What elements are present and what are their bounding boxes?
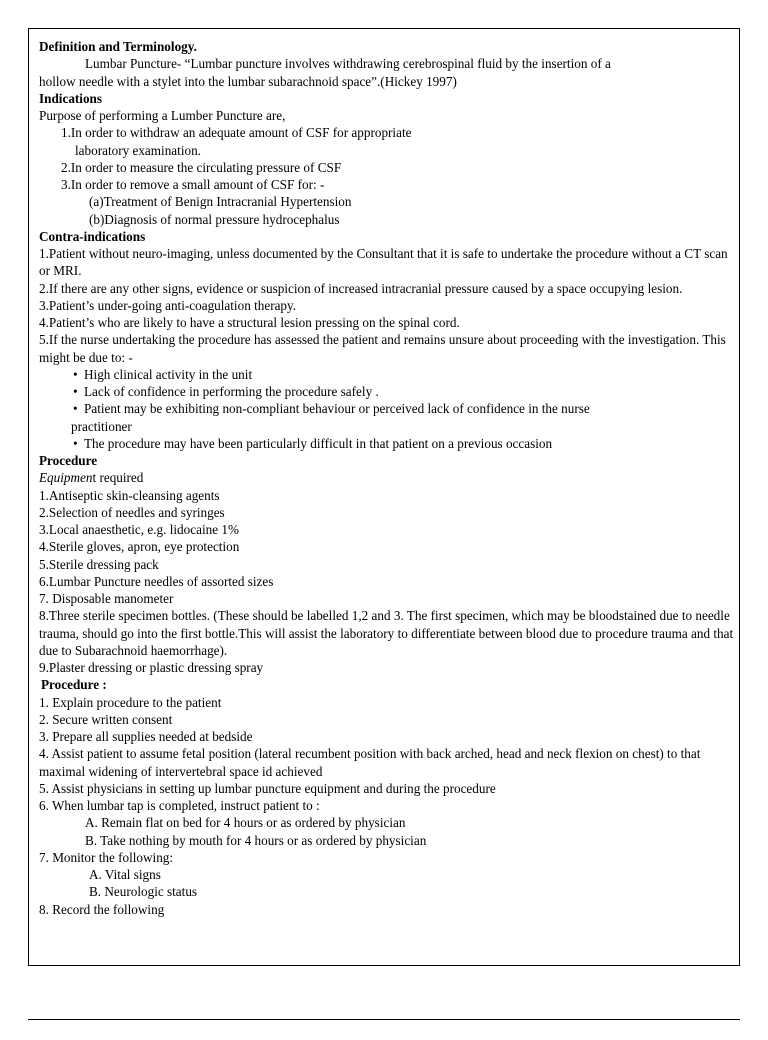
step-7: 7. Monitor the following: bbox=[39, 849, 174, 865]
procedure-heading: Procedure bbox=[39, 453, 98, 468]
indication-item-3: 3.In order to remove a small amount of CSF for: - bbox=[61, 177, 325, 192]
step-6: 6. When lumbar tap is completed, instruct patient to : bbox=[39, 798, 320, 813]
indication-item-2: 2.In order to measure the circulating pressure of CSF bbox=[61, 159, 342, 175]
step-6a: A. Remain flat on bed for 4 hours or as ordered by physician bbox=[85, 815, 406, 831]
step-8: 8. Record the following bbox=[39, 901, 165, 917]
equipment-item: 6.Lumbar Puncture needles of assorted sizes bbox=[39, 573, 274, 589]
indication-item-1a: 1.In order to withdraw an adequate amount of CSF for appropriate bbox=[61, 125, 412, 141]
indication-item-1b: laboratory examination. bbox=[75, 142, 201, 158]
equipment-item: 3.Local anaesthetic, e.g. lidocaine 1% bbox=[39, 522, 239, 537]
indication-sub-b: (b)Diagnosis of normal pressure hydrocephalus bbox=[89, 211, 340, 227]
indication-sub-a: (a)Treatment of Benign Intracranial Hypertension bbox=[89, 194, 352, 210]
indications-intro: Purpose of performing a Lumber Puncture are, bbox=[39, 108, 286, 123]
definition-line-1: Lumbar Puncture- “Lumbar puncture involves withdrawing cerebrospinal fluid by the insertion of a bbox=[85, 56, 611, 72]
step-7b: B. Neurologic status bbox=[89, 884, 198, 900]
steps-heading: Procedure : bbox=[41, 677, 107, 693]
contra-item-2: 2.If there are any other signs, evidence or suspicion of increased intracranial pressure caused by a space occupying lesion. bbox=[39, 280, 683, 296]
contra-bullet-3 bbox=[39, 400, 735, 417]
equipment-item: 4.Sterile gloves, apron, eye protection bbox=[39, 539, 240, 555]
definition-heading: Definition and Terminology. bbox=[39, 39, 197, 54]
bullet-icon: • bbox=[73, 384, 78, 399]
equipment-item: 7. Disposable manometer bbox=[39, 591, 174, 606]
document-content bbox=[39, 38, 735, 918]
bullet-text: High clinical activity in the unit bbox=[84, 366, 253, 382]
contra-item-4: 4.Patient’s who are likely to have a structural lesion pressing on the spinal cord. bbox=[39, 315, 460, 330]
step-1: 1. Explain procedure to the patient bbox=[39, 694, 222, 710]
bullet-text: Patient may be exhibiting non-compliant behaviour or perceived lack of confidence in the nurse bbox=[84, 401, 590, 417]
equipment-item: 5.Sterile dressing pack bbox=[39, 556, 159, 572]
bullet-icon: • bbox=[73, 401, 78, 417]
bullet-icon: • bbox=[73, 435, 78, 451]
contra-bullet-2 bbox=[39, 383, 735, 400]
step-5: 5. Assist physicians in setting up lumbar puncture equipment and during the procedure bbox=[39, 780, 496, 796]
equipment-italic: Equipmen bbox=[39, 470, 93, 486]
contra-heading: Contra-indications bbox=[39, 228, 146, 244]
page-border bbox=[28, 28, 740, 966]
indications-heading: Indications bbox=[39, 90, 103, 106]
equipment-item-8: 8.Three sterile specimen bottles. (These should be labelled 1,2 and 3. The first specimen, which may be bloodstained due to needle trauma, should go into the first bottle.This will assist the laboratory to differentiate between blood due to procedure trauma and that due to Subarachnoid haemorrhage). bbox=[39, 608, 734, 658]
contra-item-5: 5.If the nurse undertaking the procedure has assessed the patient and remains unsure about proceeding with the investigation. This might be due to: - bbox=[39, 332, 726, 365]
step-7a: A. Vital signs bbox=[89, 867, 161, 882]
contra-item-3: 3.Patient’s under-going anti-coagulation therapy. bbox=[39, 297, 297, 313]
equipment-item-9: 9.Plaster dressing or plastic dressing spray bbox=[39, 660, 264, 675]
contra-bullet-1 bbox=[39, 366, 735, 383]
step-4: 4. Assist patient to assume fetal position (lateral recumbent position with back arched, head and neck flexion on chest) to that maximal widening of intervertebral space id achieved bbox=[39, 746, 701, 779]
step-3: 3. Prepare all supplies needed at bedside bbox=[39, 729, 253, 744]
step-6b: B. Take nothing by mouth for 4 hours or as ordered by physician bbox=[85, 832, 427, 848]
definition-line-2: hollow needle with a stylet into the lumbar subarachnoid space”.(Hickey 1997) bbox=[39, 73, 457, 89]
equipment-item: 2.Selection of needles and syringes bbox=[39, 504, 225, 520]
next-page-border bbox=[28, 1019, 740, 1040]
step-2: 2. Secure written consent bbox=[39, 711, 173, 727]
bullet-text: Lack of confidence in performing the procedure safely . bbox=[84, 384, 379, 399]
contra-bullet-4 bbox=[39, 435, 735, 452]
contra-bullet-3-continued: practitioner bbox=[71, 418, 132, 434]
equipment-item: 1.Antiseptic skin-cleansing agents bbox=[39, 487, 220, 503]
equipment-rest: t required bbox=[92, 470, 144, 486]
bullet-text: The procedure may have been particularly difficult in that patient on a previous occasion bbox=[84, 435, 553, 451]
bullet-icon: • bbox=[73, 366, 78, 382]
contra-item-1: 1.Patient without neuro-imaging, unless documented by the Consultant that it is safe to undertake the procedure without a CT scan or MRI. bbox=[39, 246, 728, 279]
equipment-required bbox=[39, 469, 735, 486]
